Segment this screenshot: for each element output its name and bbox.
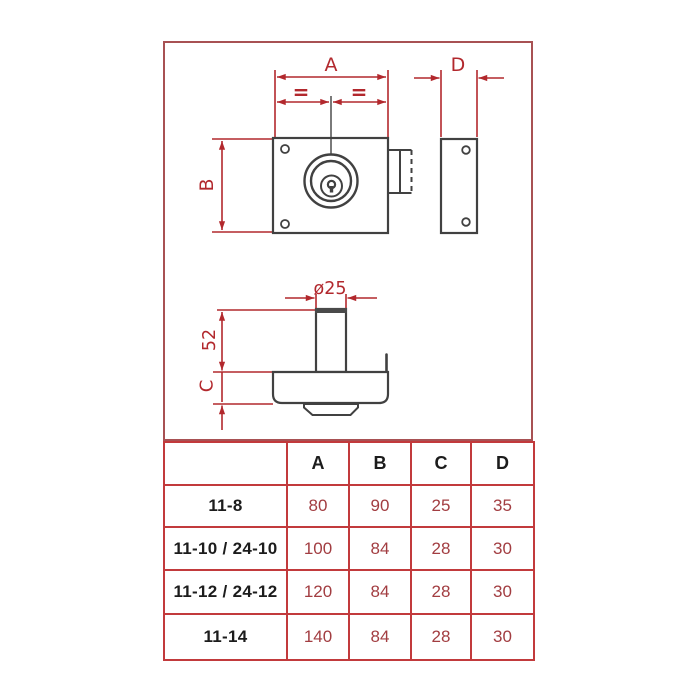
side-view: [273, 308, 388, 415]
cylinder-cap: [315, 308, 347, 313]
front-view: [273, 96, 412, 233]
table-row: [164, 485, 534, 527]
screw-hole-bottom-left: [281, 220, 289, 228]
model-cell: 11-14: [164, 614, 287, 660]
lock-body-side: [273, 372, 388, 403]
table-corner-cell: [164, 442, 287, 485]
table-header-a: A: [287, 442, 349, 485]
dimensions-table: [163, 441, 535, 661]
label-diameter: ø25: [313, 279, 347, 299]
model-cell: 11-8: [164, 485, 287, 527]
label-cylinder-length: 52: [200, 328, 220, 352]
table-header-b: B: [349, 442, 411, 485]
model-cell: 11-12 / 24-12: [164, 570, 287, 614]
bottom-flange: [304, 404, 358, 415]
label-equals-left: =: [292, 80, 310, 104]
value-cell-d: 35: [471, 485, 534, 527]
value-cell-b: 84: [349, 527, 411, 570]
screw-hole-top-left: [281, 145, 289, 153]
value-cell-b: 84: [349, 570, 411, 614]
value-cell-c: 25: [411, 485, 471, 527]
table-row: [164, 614, 534, 660]
value-cell-a: 120: [287, 570, 349, 614]
label-dim-c: C: [196, 379, 218, 393]
cylinder-side: [316, 309, 346, 372]
label-equals-right: =: [350, 80, 368, 104]
table-header-row: [164, 442, 534, 485]
value-cell-d: 30: [471, 570, 534, 614]
label-dim-d: D: [450, 54, 466, 76]
value-cell-b: 84: [349, 614, 411, 660]
value-cell-d: 30: [471, 614, 534, 660]
value-cell-c: 28: [411, 527, 471, 570]
value-cell-b: 90: [349, 485, 411, 527]
value-cell-a: 140: [287, 614, 349, 660]
value-cell-c: 28: [411, 614, 471, 660]
technical-drawing: [163, 41, 533, 441]
keeper-plate-view: [441, 139, 477, 233]
table-header-c: C: [411, 442, 471, 485]
value-cell-d: 30: [471, 527, 534, 570]
keeper-hole-bottom: [462, 218, 470, 226]
label-dim-a: A: [324, 54, 338, 76]
table-header-d: D: [471, 442, 534, 485]
table-row: [164, 570, 534, 614]
value-cell-c: 28: [411, 570, 471, 614]
label-dim-b: B: [196, 178, 218, 192]
value-cell-a: 80: [287, 485, 349, 527]
keeper-plate: [441, 139, 477, 233]
table-row: [164, 527, 534, 570]
model-cell: 11-10 / 24-10: [164, 527, 287, 570]
value-cell-a: 100: [287, 527, 349, 570]
keeper-hole-top: [462, 146, 470, 154]
